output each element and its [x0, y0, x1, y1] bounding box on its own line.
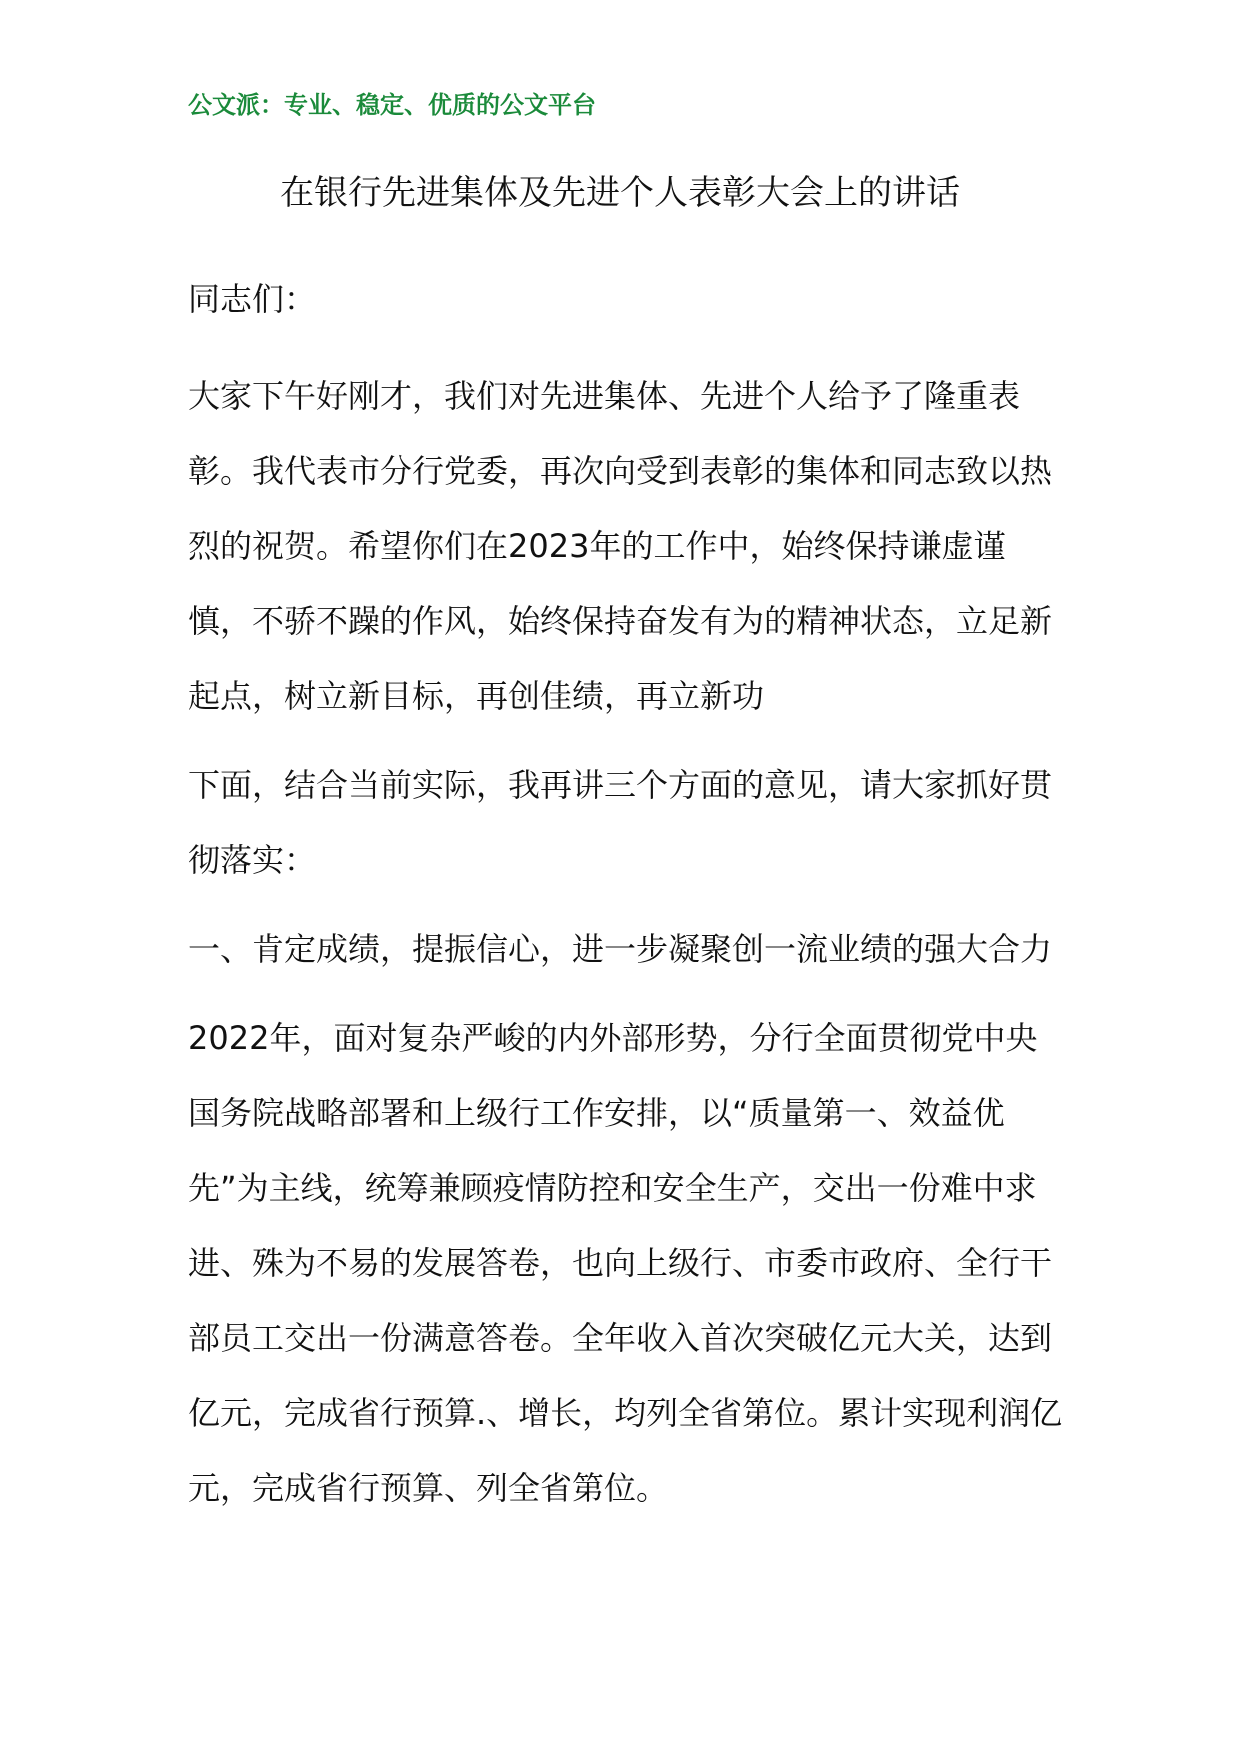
paragraph-opening: 大家下午好刚才，我们对先进集体、先进个人给予了隆重表彰。我代表市分行党委，再次向受到表彰的集体和同志致以热烈的祝贺。希望你们在2023年的工作中，始终保持谦虚谨慎，不骄不躁的作风，始终保持奋发有为的精神状态，立足新起点，树立新目标，再创佳绩，再立新功	[188, 377, 1053, 715]
paragraph-intro: 下面，结合当前实际，我再讲三个方面的意见，请大家抓好贯彻落实：	[188, 766, 1053, 879]
document-title: 在银行先进集体及先进个人表彰大会上的讲话	[280, 173, 960, 213]
document-body	[188, 262, 1063, 1540]
brand-header: 公文派：专业、稳定、优质的公文平台	[188, 91, 596, 119]
section-heading-1: 一、肯定成绩，提振信心，进一步凝聚创一流业绩的强大合力	[188, 930, 1053, 968]
salutation: 同志们：	[188, 280, 317, 318]
paragraph-achievements: 2022年，面对复杂严峻的内外部形势，分行全面贯彻党中央国务院战略部署和上级行工作安排，以“质量第一、效益优先”为主线，统筹兼顾疫情防控和安全生产，交出一份难中求进、殊为不易的发展答卷，也向上级行、市委市政府、全行干部员工交出一份满意答卷。全年收入首次突破亿元大关，达到亿元，完成省行预算.、增长，均列全省第位。累计实现利润亿元，完成省行预算、列全省第位。	[188, 1019, 1063, 1507]
